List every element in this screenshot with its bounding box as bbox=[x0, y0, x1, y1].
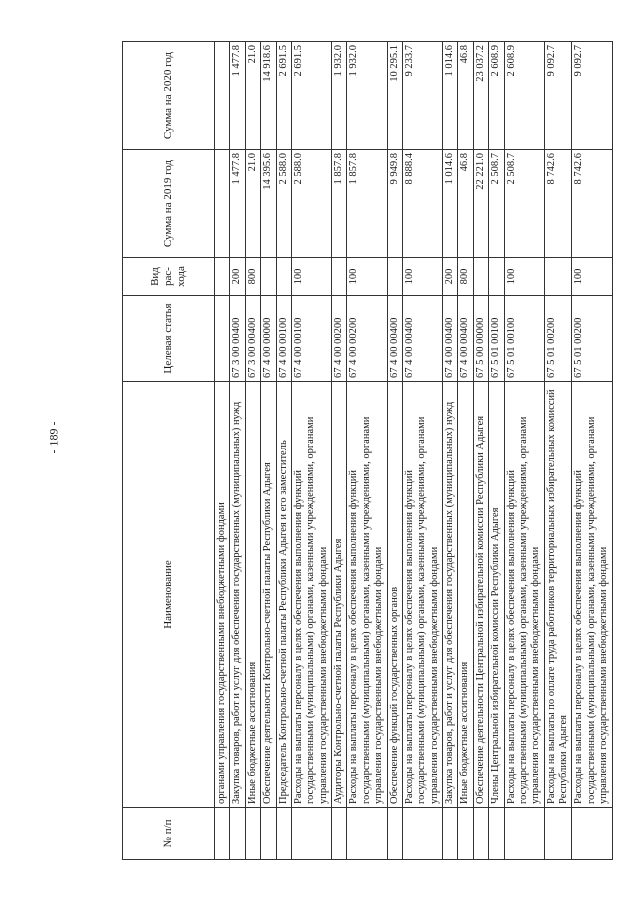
row-code-cell: 67 5 00 00000 bbox=[473, 296, 488, 382]
row-name-cell: Обеспечение деятельности Контрольно-счетной палаты Республики Адыгея bbox=[261, 382, 276, 808]
row-name-cell: Закупка товаров, работ и услуг для обеспечения государственных (муниципальных) нужд bbox=[230, 382, 245, 808]
row-sum-2019-cell: 2 508.7 bbox=[489, 150, 504, 258]
row-number-cell bbox=[347, 808, 387, 860]
row-number-cell bbox=[504, 808, 544, 860]
row-vid-cell: 100 bbox=[291, 258, 331, 296]
row-sum-2020-cell: 1 932.0 bbox=[347, 42, 387, 150]
row-code-cell: 67 4 00 00000 bbox=[261, 296, 276, 382]
row-sum-2020-cell: 23 037.2 bbox=[473, 42, 488, 150]
row-number-cell bbox=[489, 808, 504, 860]
row-vid-cell bbox=[544, 258, 572, 296]
row-number-cell bbox=[245, 808, 260, 860]
row-sum-2019-cell bbox=[215, 150, 230, 258]
row-sum-2020-cell: 10 295.1 bbox=[387, 42, 402, 150]
row-sum-2020-cell bbox=[215, 42, 230, 150]
row-sum-2020-cell: 1 932.0 bbox=[332, 42, 347, 150]
row-number-cell bbox=[544, 808, 572, 860]
row-name-cell: Иные бюджетные ассигнования bbox=[458, 382, 473, 808]
row-vid-cell bbox=[332, 258, 347, 296]
row-number-cell bbox=[443, 808, 458, 860]
row-name-cell: Иные бюджетные ассигнования bbox=[245, 382, 260, 808]
row-name-cell: органами управления государственными внебюджетными фондами bbox=[215, 382, 230, 808]
row-code-cell: 67 4 00 00200 bbox=[332, 296, 347, 382]
table-row bbox=[443, 42, 458, 860]
row-name-cell: Расходы на выплаты персоналу в целях обеспечения выполнения функций государственными (муниципальными) органами, казенными учреждениями, органами управления государственными внебюджетными фондами bbox=[504, 382, 544, 808]
page-number: - 189 - bbox=[46, 421, 61, 454]
row-number-cell bbox=[230, 808, 245, 860]
row-number-cell bbox=[332, 808, 347, 860]
row-name-cell: Аудиторы Контрольно-счетной палаты Республики Адыгея bbox=[332, 382, 347, 808]
row-sum-2019-cell: 1 857.8 bbox=[347, 150, 387, 258]
rotated-table-container bbox=[122, 42, 610, 860]
row-name-cell: Расходы на выплаты персоналу в целях обеспечения выполнения функций государственными (муниципальными) органами, казенными учреждениями, органами управления государственными внебюджетными фондами bbox=[572, 382, 612, 808]
row-sum-2020-cell: 2 691.5 bbox=[291, 42, 331, 150]
table-row bbox=[215, 42, 230, 860]
row-sum-2019-cell: 1 857.8 bbox=[332, 150, 347, 258]
row-number-cell bbox=[387, 808, 402, 860]
table-row bbox=[489, 42, 504, 860]
row-name-cell: Члены Центральной избирательной комиссии Республики Адыгея bbox=[489, 382, 504, 808]
row-sum-2020-cell: 2 608.9 bbox=[504, 42, 544, 150]
row-sum-2019-cell: 9 949.8 bbox=[387, 150, 402, 258]
row-number-cell bbox=[291, 808, 331, 860]
row-sum-2020-cell: 14 918.6 bbox=[261, 42, 276, 150]
row-code-cell: 67 4 00 00100 bbox=[276, 296, 291, 382]
table-row bbox=[291, 42, 331, 860]
row-name-cell: Расходы на выплаты персоналу в целях обеспечения выполнения функций государственными (муниципальными) органами, казенными учреждениями, органами управления государственными внебюджетными фондами bbox=[347, 382, 387, 808]
row-vid-cell: 100 bbox=[504, 258, 544, 296]
row-sum-2019-cell: 2 588.0 bbox=[276, 150, 291, 258]
row-name-cell: Расходы на выплаты персоналу в целях обеспечения выполнения функций государственными (муниципальными) органами, казенными учреждениями, органами управления государственными внебюджетными фондами bbox=[402, 382, 442, 808]
table-row bbox=[230, 42, 245, 860]
row-sum-2019-cell: 8 742.6 bbox=[572, 150, 612, 258]
row-sum-2019-cell: 21.0 bbox=[245, 150, 260, 258]
row-code-cell: 67 4 00 00400 bbox=[387, 296, 402, 382]
row-sum-2019-cell: 2 588.0 bbox=[291, 150, 331, 258]
row-sum-2020-cell: 9 092.7 bbox=[572, 42, 612, 150]
budget-table bbox=[122, 41, 613, 860]
row-number-cell bbox=[572, 808, 612, 860]
row-vid-cell bbox=[387, 258, 402, 296]
row-vid-cell bbox=[261, 258, 276, 296]
row-vid-cell bbox=[215, 258, 230, 296]
table-row bbox=[473, 42, 488, 860]
row-code-cell bbox=[215, 296, 230, 382]
row-number-cell bbox=[215, 808, 230, 860]
row-code-cell: 67 5 01 00100 bbox=[489, 296, 504, 382]
table-row bbox=[402, 42, 442, 860]
row-vid-cell: 100 bbox=[572, 258, 612, 296]
row-sum-2020-cell: 21.0 bbox=[245, 42, 260, 150]
row-number-cell bbox=[458, 808, 473, 860]
table-row bbox=[276, 42, 291, 860]
table-row bbox=[504, 42, 544, 860]
row-sum-2019-cell: 2 508.7 bbox=[504, 150, 544, 258]
row-vid-cell: 800 bbox=[458, 258, 473, 296]
row-vid-cell bbox=[276, 258, 291, 296]
table-row bbox=[544, 42, 572, 860]
row-name-cell: Председатель Контрольно-счетной палаты Республики Адыгея и его заместитель bbox=[276, 382, 291, 808]
row-sum-2019-cell: 14 395.6 bbox=[261, 150, 276, 258]
row-name-cell: Обеспечение деятельности Центральной избирательной комиссии Республики Адыгея bbox=[473, 382, 488, 808]
row-vid-cell: 200 bbox=[230, 258, 245, 296]
row-sum-2019-cell: 1 477.8 bbox=[230, 150, 245, 258]
table-row bbox=[347, 42, 387, 860]
row-vid-cell: 200 bbox=[443, 258, 458, 296]
table-row bbox=[458, 42, 473, 860]
row-code-cell: 67 4 00 00400 bbox=[443, 296, 458, 382]
header-sum-2019: Сумма на 2019 год bbox=[123, 150, 215, 258]
row-sum-2020-cell: 2 691.5 bbox=[276, 42, 291, 150]
row-sum-2020-cell: 2 608.9 bbox=[489, 42, 504, 150]
row-code-cell: 67 5 01 00100 bbox=[504, 296, 544, 382]
row-code-cell: 67 3 00 00400 bbox=[245, 296, 260, 382]
row-vid-cell bbox=[489, 258, 504, 296]
table-row bbox=[387, 42, 402, 860]
row-code-cell: 67 4 00 00400 bbox=[402, 296, 442, 382]
row-number-cell bbox=[473, 808, 488, 860]
row-vid-cell: 800 bbox=[245, 258, 260, 296]
row-sum-2020-cell: 1 014.6 bbox=[443, 42, 458, 150]
row-number-cell bbox=[261, 808, 276, 860]
row-code-cell: 67 5 01 00200 bbox=[544, 296, 572, 382]
row-code-cell: 67 3 00 00400 bbox=[230, 296, 245, 382]
table-row bbox=[572, 42, 612, 860]
row-sum-2020-cell: 9 233.7 bbox=[402, 42, 442, 150]
header-sum-2020: Сумма на 2020 год bbox=[123, 42, 215, 150]
row-sum-2020-cell: 9 092.7 bbox=[544, 42, 572, 150]
row-name-cell: Обеспечение функций государственных органов bbox=[387, 382, 402, 808]
table-header-row bbox=[123, 42, 215, 860]
row-sum-2020-cell: 1 477.8 bbox=[230, 42, 245, 150]
header-vid: Вид рас- хода bbox=[123, 258, 215, 296]
table-row bbox=[245, 42, 260, 860]
row-name-cell: Закупка товаров, работ и услуг для обеспечения государственных (муниципальных) нужд bbox=[443, 382, 458, 808]
table-row bbox=[261, 42, 276, 860]
row-number-cell bbox=[276, 808, 291, 860]
row-name-cell: Расходы на выплаты персоналу в целях обеспечения выполнения функций государственными (муниципальными) органами, казенными учреждениями, органами управления государственными внебюджетными фондами bbox=[291, 382, 331, 808]
row-code-cell: 67 5 01 00200 bbox=[572, 296, 612, 382]
row-code-cell: 67 4 00 00400 bbox=[458, 296, 473, 382]
row-vid-cell: 100 bbox=[402, 258, 442, 296]
row-sum-2019-cell: 1 014.6 bbox=[443, 150, 458, 258]
header-num: № п/п bbox=[123, 808, 215, 860]
row-vid-cell: 100 bbox=[347, 258, 387, 296]
row-code-cell: 67 4 00 00200 bbox=[347, 296, 387, 382]
row-sum-2020-cell: 46.8 bbox=[458, 42, 473, 150]
row-name-cell: Расходы на выплаты по оплате труда работников территориальных избирательных комиссий Республики Адыгея bbox=[544, 382, 572, 808]
row-sum-2019-cell: 22 221.0 bbox=[473, 150, 488, 258]
header-name: Наименование bbox=[123, 382, 215, 808]
row-sum-2019-cell: 8 742.6 bbox=[544, 150, 572, 258]
row-sum-2019-cell: 8 888.4 bbox=[402, 150, 442, 258]
table-body bbox=[215, 42, 613, 860]
row-code-cell: 67 4 00 00100 bbox=[291, 296, 331, 382]
row-number-cell bbox=[402, 808, 442, 860]
row-vid-cell bbox=[473, 258, 488, 296]
table-row bbox=[332, 42, 347, 860]
row-sum-2019-cell: 46.8 bbox=[458, 150, 473, 258]
header-code: Целевая статья bbox=[123, 296, 215, 382]
